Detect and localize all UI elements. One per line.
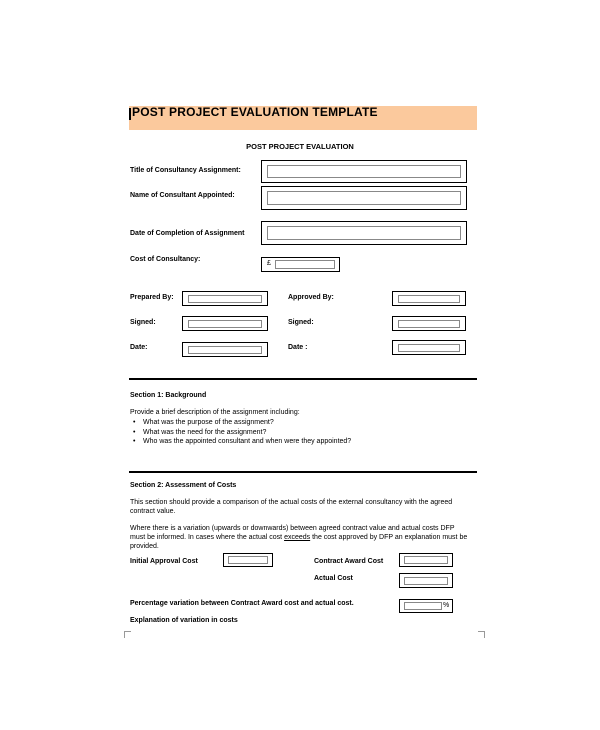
cost-of-consultancy-label: Cost of Consultancy:	[130, 256, 201, 263]
actual-cost-label: Actual Cost	[314, 575, 353, 582]
signed-left-input[interactable]	[188, 320, 262, 328]
explanation-label: Explanation of variation in costs	[130, 617, 238, 624]
list-item: • Who was the appointed consultant and when were they appointed?	[133, 438, 352, 445]
contract-award-cost-input[interactable]	[404, 556, 448, 564]
text-cursor-icon	[129, 108, 131, 120]
list-item: • What was the purpose of the assignment?	[133, 419, 274, 426]
cost-of-consultancy-frame	[261, 257, 340, 272]
page-title: POST PROJECT EVALUATION TEMPLATE	[132, 105, 378, 119]
signed-right-label: Signed:	[288, 319, 314, 326]
date-right-input[interactable]	[398, 344, 460, 352]
date-of-completion-frame	[261, 221, 467, 245]
date-of-completion-label: Date of Completion of Assignment	[130, 230, 245, 237]
name-of-consultant-input[interactable]	[267, 191, 461, 205]
date-right-label: Date :	[288, 344, 308, 351]
bullet-icon: •	[133, 419, 136, 426]
list-item: • What was the need for the assignment?	[133, 428, 267, 436]
bullet-icon: •	[133, 428, 136, 436]
prepared-by-input[interactable]	[188, 295, 262, 303]
initial-approval-cost-label: Initial Approval Cost	[130, 558, 198, 565]
title-of-consultancy-label: Title of Consultancy Assignment:	[130, 167, 241, 174]
section2-heading: Section 2: Assessment of Costs	[130, 482, 237, 489]
section2-para2-line3: provided.	[130, 543, 159, 550]
actual-cost-frame	[399, 573, 453, 588]
section1-divider	[129, 378, 477, 380]
prepared-by-frame	[182, 291, 268, 306]
signed-right-frame	[392, 316, 466, 331]
approved-by-frame	[392, 291, 466, 306]
name-of-consultant-label: Name of Consultant Appointed:	[130, 192, 235, 199]
prepared-by-label: Prepared By:	[130, 294, 174, 301]
percent-symbol: %	[443, 602, 450, 609]
section1-intro: Provide a brief description of the assignment including:	[130, 409, 300, 416]
title-of-consultancy-frame	[261, 160, 467, 183]
section2-para1-line2: contract value.	[130, 508, 176, 515]
bullet-icon: •	[133, 438, 136, 445]
initial-approval-cost-frame	[223, 553, 273, 567]
section2-divider	[129, 471, 477, 473]
section2-para2-line2: must be informed. In cases where the actual cost exceeds the cost approved by DFP an explanation must be	[130, 534, 468, 541]
approved-by-label: Approved By:	[288, 294, 334, 301]
actual-cost-input[interactable]	[404, 577, 448, 585]
corner-mark-right-icon	[478, 631, 485, 638]
form-subtitle: POST PROJECT EVALUATION	[246, 142, 354, 151]
section1-heading: Section 1: Background	[130, 392, 207, 399]
section2-para1-line1: This section should provide a comparison of the actual costs of the external consultancy with the agreed	[130, 499, 453, 506]
signed-left-label: Signed:	[130, 319, 156, 326]
name-of-consultant-frame	[261, 186, 467, 210]
title-of-consultancy-input[interactable]	[267, 165, 461, 178]
pound-symbol: £	[267, 260, 271, 267]
signed-right-input[interactable]	[398, 320, 460, 328]
corner-mark-left-icon	[124, 631, 131, 638]
initial-approval-cost-input[interactable]	[228, 556, 268, 564]
date-of-completion-input[interactable]	[267, 226, 461, 240]
section1-bullet-list	[133, 418, 351, 447]
contract-award-cost-frame	[399, 553, 453, 567]
date-right-frame	[392, 340, 466, 355]
cost-of-consultancy-input[interactable]	[275, 260, 335, 269]
percentage-variation-input[interactable]	[404, 602, 442, 610]
approved-by-input[interactable]	[398, 295, 460, 303]
percentage-variation-frame	[399, 599, 453, 613]
exceeds-emphasis: exceeds	[284, 534, 311, 541]
date-left-frame	[182, 342, 268, 357]
signed-left-frame	[182, 316, 268, 331]
section2-para2-line1: Where there is a variation (upwards or downwards) between agreed contract value and actual costs DFP	[130, 525, 455, 532]
contract-award-cost-label: Contract Award Cost	[314, 558, 384, 565]
date-left-label: Date:	[130, 344, 148, 351]
date-left-input[interactable]	[188, 346, 262, 354]
percentage-variation-label: Percentage variation between Contract Award cost and actual cost.	[130, 600, 354, 607]
